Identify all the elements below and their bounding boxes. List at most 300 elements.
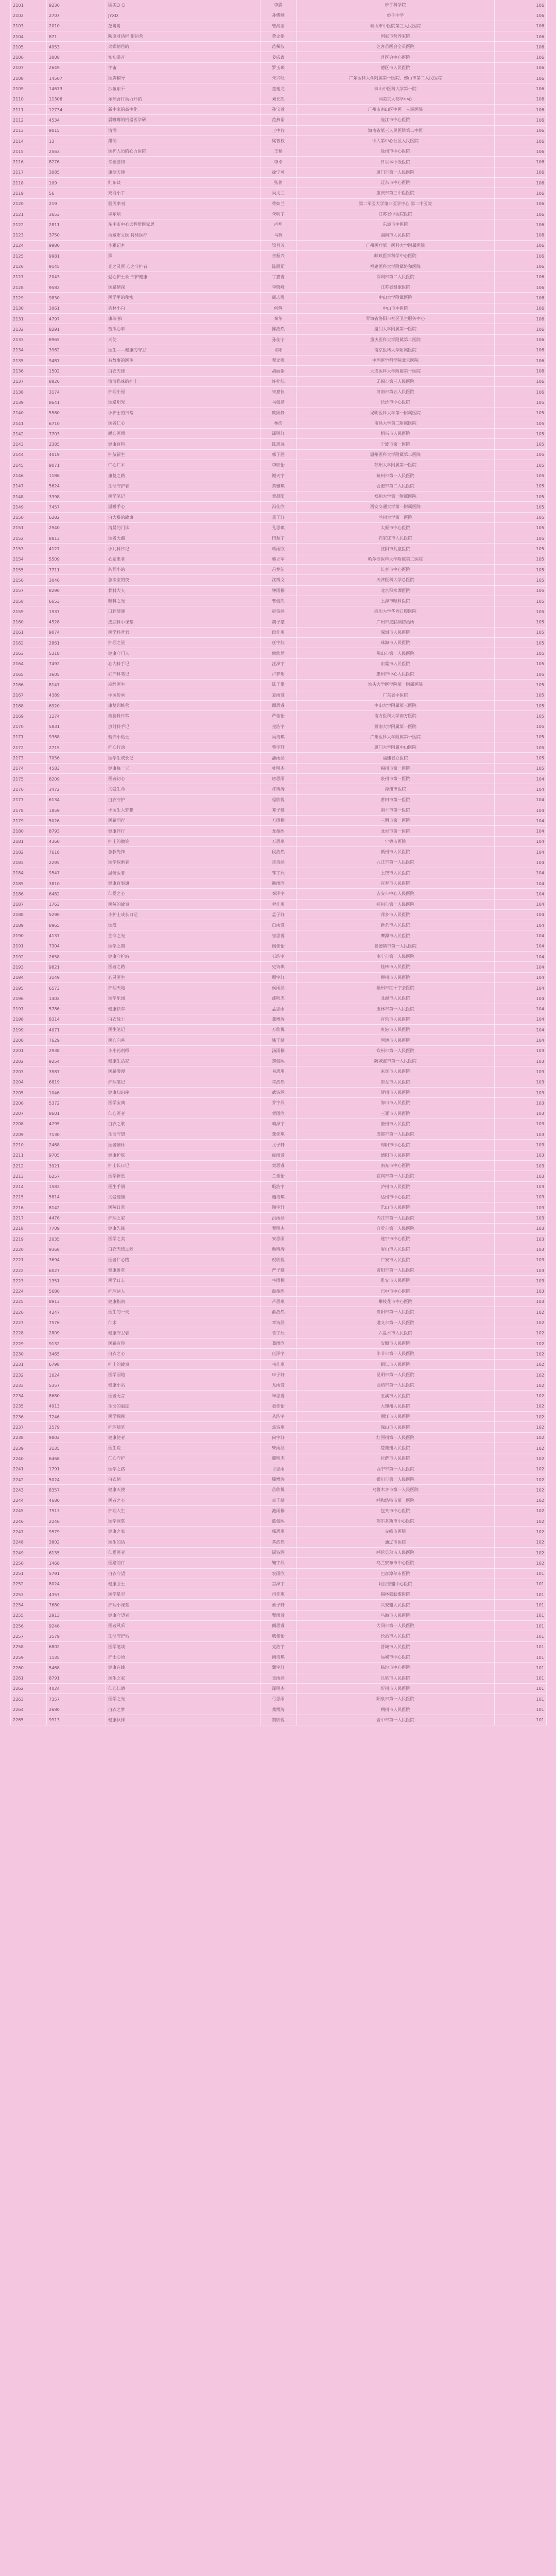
rank-cell: 2102 <box>11 10 47 20</box>
nickname-cell: 白衣守护 <box>106 795 260 805</box>
table-row <box>11 1621 546 1631</box>
name-cell: 焦诗琪 <box>260 1422 297 1432</box>
name-cell: 孙佳宁 <box>260 335 297 345</box>
table-row <box>11 795 546 805</box>
hospital-cell: 柳州市人民医院 <box>297 973 495 982</box>
hospital-cell: 大理州人民医院 <box>297 1401 495 1411</box>
rank-cell: 2114 <box>11 136 47 146</box>
score-cell: 106 <box>536 232 544 238</box>
score-cell: 102 <box>536 1309 544 1315</box>
score-cell: 103 <box>536 1246 544 1252</box>
table-row <box>11 721 546 732</box>
id-cell: 7711 <box>47 565 106 574</box>
hospital-cell: 汕头大学医学院第一附属医院 <box>297 680 495 689</box>
score-cell: 102 <box>536 1550 544 1555</box>
id-cell: 7246 <box>47 1412 106 1421</box>
score-cell: 101 <box>536 1696 544 1702</box>
name-cell: 贺雨欣 <box>260 1108 297 1118</box>
table-row <box>11 983 546 993</box>
score-cell: 106 <box>536 75 544 81</box>
nickname-cell: 急救先锋 <box>106 847 260 857</box>
score-cell: 102 <box>536 1351 544 1357</box>
rank-cell: 2246 <box>11 1516 47 1526</box>
nickname-cell: 白大褂的故事 <box>106 513 260 522</box>
id-cell: 2579 <box>47 1422 106 1432</box>
id-cell: 8793 <box>47 826 106 836</box>
hospital-cell: 吉安市中心人民医院 <box>297 889 495 899</box>
table-row <box>11 1694 546 1704</box>
name-cell: 谭思睿 <box>260 701 297 710</box>
nickname-cell: 小护士成长日记 <box>106 910 260 920</box>
score-cell: 106 <box>536 148 544 154</box>
name-cell: 刘长凯 <box>260 94 297 104</box>
table-row <box>11 1192 546 1202</box>
rank-cell: 2125 <box>11 251 47 261</box>
hospital-cell: 厦门大学附属第一医院 <box>297 324 495 334</box>
nickname-cell: 宇宙 <box>106 63 260 73</box>
name-cell: 倪欣悦 <box>260 1255 297 1265</box>
rank-cell: 2169 <box>11 711 47 721</box>
rank-cell: 2229 <box>11 1338 47 1348</box>
name-cell: 鲁宇辰 <box>260 1328 297 1338</box>
nickname-cell: 白衣战士 <box>106 1014 260 1024</box>
nickname-cell: 清酒 <box>106 126 260 135</box>
nickname-cell: 骨科大夫 <box>106 586 260 596</box>
table-row <box>11 847 546 857</box>
rank-cell: 2199 <box>11 1025 47 1035</box>
name-cell: 向宇轩 <box>260 1433 297 1443</box>
hospital-cell: 普区会中心医院 <box>297 52 495 62</box>
score-cell: 101 <box>536 1623 544 1629</box>
nickname-cell: 健康守望者 <box>106 1611 260 1620</box>
table-row <box>11 1056 546 1066</box>
hospital-cell: 江苏省中医院医院 <box>297 209 495 219</box>
nickname-cell: 医学新星 <box>106 1171 260 1181</box>
id-cell: 4137 <box>47 930 106 940</box>
id-cell: 8791 <box>47 1673 106 1683</box>
name-cell: 段佳琪 <box>260 628 297 637</box>
name-cell: 吕梦洁 <box>260 565 297 574</box>
table-row <box>11 596 546 606</box>
table-row <box>11 1464 546 1475</box>
id-cell: 2246 <box>47 1516 106 1526</box>
name-cell: 雷诗涵 <box>260 857 297 867</box>
score-cell: 104 <box>536 1006 544 1012</box>
name-cell: 孔思琪 <box>260 523 297 533</box>
table-row <box>11 920 546 930</box>
table-row <box>11 188 546 198</box>
name-cell: 邬思琪 <box>260 1527 297 1536</box>
table-row <box>11 764 546 774</box>
hospital-cell: 宜春市人民医院 <box>297 878 495 888</box>
nickname-cell: 康复之路 <box>106 470 260 480</box>
id-cell: 7703 <box>47 429 106 438</box>
id-cell: 6920 <box>47 701 106 710</box>
name-cell: 蒋雨欣 <box>260 544 297 553</box>
hospital-cell: 乐山市人民医院 <box>297 1202 495 1212</box>
rank-cell: 2149 <box>11 502 47 512</box>
nickname-cell: 医者之心 <box>106 1495 260 1505</box>
rank-cell: 2264 <box>11 1704 47 1714</box>
rank-cell: 2184 <box>11 868 47 878</box>
score-cell: 105 <box>536 399 544 405</box>
score-cell: 105 <box>536 692 544 698</box>
score-cell: 103 <box>536 1153 544 1158</box>
score-cell: 102 <box>536 1372 544 1378</box>
hospital-cell: 大连医科大学附属第一医院 <box>297 366 495 376</box>
score-cell: 105 <box>536 420 544 426</box>
rank-cell: 2220 <box>11 1244 47 1254</box>
hospital-cell: 北京积水潭医院 <box>297 586 495 596</box>
nickname-cell: 康瑞·拍 <box>106 314 260 324</box>
table-row <box>11 1370 546 1380</box>
rank-cell: 2210 <box>11 1140 47 1149</box>
name-cell: 童逸龙 <box>260 83 297 93</box>
id-cell: 4476 <box>47 1213 106 1223</box>
hospital-cell: 惠州市中心人民医院 <box>297 669 495 679</box>
score-cell: 103 <box>536 1226 544 1231</box>
score-cell: 106 <box>536 117 544 123</box>
id-cell: 9132 <box>47 1338 106 1348</box>
name-cell: 欧阳静 <box>260 408 297 418</box>
name-cell: 孟子轩 <box>260 910 297 920</box>
score-cell: 105 <box>536 442 544 447</box>
score-cell: 102 <box>536 1393 544 1399</box>
table-row <box>11 1579 546 1589</box>
id-cell: 4127 <box>47 544 106 553</box>
id-cell: 3061 <box>47 303 106 313</box>
rank-cell: 2251 <box>11 1569 47 1579</box>
hospital-cell: 三明市第一医院 <box>297 816 495 825</box>
table-row <box>11 450 546 460</box>
name-cell: 兰佳怡 <box>260 1171 297 1181</box>
table-row <box>11 816 546 826</box>
name-cell: 庞雨萱 <box>260 1150 297 1160</box>
score-cell: 102 <box>536 1320 544 1326</box>
score-cell: 103 <box>536 1069 544 1074</box>
hospital-cell: 国家市营养家院 <box>297 31 495 41</box>
table-row <box>11 1684 546 1694</box>
score-cell: 102 <box>536 1425 544 1430</box>
table-row <box>11 1652 546 1663</box>
id-cell: 14673 <box>47 83 106 93</box>
table-row <box>11 837 546 847</box>
name-cell: 苗欣悦 <box>260 1485 297 1495</box>
id-cell: 13 <box>47 136 106 146</box>
hospital-cell: 江苏省健康医院 <box>297 282 495 292</box>
table-row <box>11 314 546 324</box>
name-cell: 伍泽宇 <box>260 1349 297 1359</box>
nickname-cell: 护理人生 <box>106 1506 260 1516</box>
hospital-cell: 广安市人民医院 <box>297 1255 495 1265</box>
name-cell: 常浩然 <box>260 1077 297 1087</box>
table-row <box>11 1140 546 1150</box>
hospital-cell: 呼和浩特市第一医院 <box>297 1495 495 1505</box>
name-cell: 陈丽斯 <box>260 261 297 271</box>
table-row <box>11 648 546 658</box>
id-cell: 9246 <box>47 1621 106 1631</box>
id-cell: 5814 <box>47 1192 106 1202</box>
table-row <box>11 1516 546 1527</box>
nickname-cell: 关爱生命 <box>106 784 260 794</box>
rank-cell: 2261 <box>11 1673 47 1683</box>
hospital-cell: 福建省立医院 <box>297 753 495 762</box>
name-cell: 阎佳怡 <box>260 941 297 951</box>
score-cell: 106 <box>536 159 544 165</box>
rank-cell: 2236 <box>11 1412 47 1421</box>
score-cell: 106 <box>536 306 544 311</box>
table-row <box>11 1569 546 1579</box>
table-row <box>11 0 546 10</box>
nickname-cell: 放射科手记 <box>106 721 260 731</box>
hospital-cell: 德区市人民医院 <box>297 63 495 73</box>
hospital-cell: 广州市南山区中医一人民医院 <box>297 105 495 114</box>
id-cell: 4019 <box>47 450 106 460</box>
table-row <box>11 230 546 241</box>
rank-cell: 2226 <box>11 1307 47 1317</box>
score-cell: 103 <box>536 1205 544 1210</box>
hospital-cell: 海南省第三人民医院第二中医 <box>297 126 495 135</box>
hospital-cell: 四川大学华西口腔医院 <box>297 606 495 616</box>
rank-cell: 2252 <box>11 1579 47 1589</box>
id-cell: 5560 <box>47 408 106 418</box>
name-cell: 李晓峰 <box>260 282 297 292</box>
table-row <box>11 973 546 983</box>
id-cell: 5372 <box>47 1098 106 1108</box>
name-cell: 邓子健 <box>260 805 297 815</box>
score-cell: 105 <box>536 630 544 635</box>
hospital-cell: 鹰潭市人民医院 <box>297 930 495 940</box>
score-cell: 103 <box>536 1267 544 1273</box>
name-cell: 龚佳琪 <box>260 1129 297 1139</box>
name-cell: 黄文娟 <box>260 31 297 41</box>
rank-cell: 2140 <box>11 408 47 418</box>
id-cell: 6573 <box>47 983 106 993</box>
rank-cell: 2112 <box>11 115 47 125</box>
hospital-cell: 苏州大学附属第一医院 <box>297 460 495 470</box>
score-cell: 106 <box>536 180 544 185</box>
score-cell: 104 <box>536 870 544 876</box>
nickname-cell: 护理达人 <box>106 1286 260 1296</box>
name-cell: 石浩宇 <box>260 952 297 961</box>
id-cell: 5831 <box>47 721 106 731</box>
score-cell: 106 <box>536 96 544 102</box>
id-cell: 8357 <box>47 1485 106 1495</box>
name-cell: 龙俊熙 <box>260 826 297 836</box>
id-cell: 3587 <box>47 1066 106 1076</box>
table-row <box>11 377 546 387</box>
id-cell: 3579 <box>47 1631 106 1641</box>
id-cell: 5680 <box>47 1286 106 1296</box>
rank-cell: 2253 <box>11 1589 47 1599</box>
rank-cell: 2134 <box>11 345 47 355</box>
rank-cell: 2171 <box>11 732 47 742</box>
score-cell: 103 <box>536 1184 544 1190</box>
rank-cell: 2147 <box>11 481 47 491</box>
name-cell: 郜明杰 <box>260 1684 297 1693</box>
name-cell: 余振兴 <box>260 251 297 261</box>
rank-cell: 2192 <box>11 952 47 961</box>
table-row <box>11 544 546 554</box>
table-row <box>11 1673 546 1684</box>
table-row <box>11 930 546 941</box>
nickname-cell: 仁爱之心 <box>106 889 260 899</box>
table-row <box>11 993 546 1004</box>
rank-cell: 2124 <box>11 241 47 250</box>
score-cell: 106 <box>536 389 544 395</box>
hospital-cell: 日以本中级医院 <box>297 157 495 166</box>
hospital-cell: 朔州市人民医院 <box>297 1704 495 1714</box>
rank-cell: 2152 <box>11 533 47 543</box>
nickname-cell: 仁心仁德 <box>106 1684 260 1693</box>
rank-cell: 2164 <box>11 659 47 669</box>
score-cell: 104 <box>536 839 544 844</box>
score-cell: 102 <box>536 1382 544 1388</box>
rank-cell: 2154 <box>11 554 47 564</box>
id-cell: 5509 <box>47 554 106 564</box>
id-cell: 5290 <box>47 910 106 920</box>
score-cell: 106 <box>536 295 544 300</box>
name-cell: 赖泽宇 <box>260 1119 297 1129</box>
id-cell: 9802 <box>47 1433 106 1443</box>
score-cell: 104 <box>536 985 544 991</box>
name-cell: 魏子豪 <box>260 617 297 627</box>
table-row <box>11 1485 546 1495</box>
name-cell: 郭子涵 <box>260 450 297 460</box>
rank-cell: 2132 <box>11 324 47 334</box>
score-cell: 103 <box>536 1111 544 1116</box>
nickname-cell: 健康知识库 <box>106 1088 260 1097</box>
rank-cell: 2217 <box>11 1213 47 1223</box>
id-cell: 2468 <box>47 1140 106 1149</box>
hospital-cell: 绍兴市人民医院 <box>297 429 495 438</box>
id-cell: 9015 <box>47 126 106 135</box>
name-cell: 万欣悦 <box>260 1025 297 1035</box>
hospital-cell: 赤峰市医院 <box>297 1527 495 1536</box>
id-cell: 8314 <box>47 1014 106 1024</box>
name-cell: 黎俊熙 <box>260 1056 297 1066</box>
name-cell: 邵明杰 <box>260 993 297 1003</box>
name-cell: 颜博涛 <box>260 1244 297 1254</box>
name-cell: 姚欣然 <box>260 648 297 658</box>
score-cell: 105 <box>536 755 544 761</box>
nickname-cell: 仁爱医者 <box>106 1548 260 1557</box>
nickname-cell: 知知道音 <box>106 52 260 62</box>
id-cell: 7304 <box>47 941 106 951</box>
table-row <box>11 878 546 889</box>
rank-cell: 2209 <box>11 1129 47 1139</box>
hospital-cell: 贵阳市第一人民医院 <box>297 1307 495 1317</box>
nickname-cell: 医者无疆 <box>106 533 260 543</box>
nickname-cell: 急诊室的夜 <box>106 575 260 585</box>
score-cell: 106 <box>536 337 544 343</box>
name-cell: 党浩宇 <box>260 1642 297 1652</box>
table-row <box>11 1098 546 1108</box>
score-cell: 106 <box>536 222 544 227</box>
name-cell: 白雨萱 <box>260 920 297 930</box>
score-cell: 105 <box>536 452 544 457</box>
hospital-cell: 珠海市人民医院 <box>297 638 495 648</box>
score-cell: 106 <box>536 23 544 29</box>
table-row <box>11 1307 546 1317</box>
hospital-cell: 河池市人民医院 <box>297 1035 495 1045</box>
hospital-cell: 中大第中心社区人民医院 <box>297 136 495 146</box>
rank-cell: 2148 <box>11 492 47 501</box>
id-cell: 9368 <box>47 1244 106 1254</box>
id-cell: 8826 <box>47 377 106 386</box>
hospital-cell: 来宾市人民医院 <box>297 1066 495 1076</box>
score-cell: 104 <box>536 1016 544 1022</box>
hospital-cell: 北海市人民医院 <box>297 993 495 1003</box>
nickname-cell: 坛东坛 <box>106 209 260 219</box>
hospital-cell: 吕梁市人民医院 <box>297 1673 495 1683</box>
nickname-cell: 健康使者 <box>106 1433 260 1443</box>
id-cell: 2035 <box>47 1234 106 1244</box>
nickname-cell: 火锅情目的 <box>106 42 260 52</box>
hospital-cell: 同美京大都学中心 <box>297 94 495 104</box>
name-cell: 乔宇辰 <box>260 1098 297 1108</box>
table-row <box>11 167 546 178</box>
nickname-cell: 健康百科 <box>106 439 260 449</box>
hospital-cell: 楚雄州人民医院 <box>297 1443 495 1453</box>
nickname-cell: 医学之路 <box>106 1464 260 1474</box>
name-cell: 贺晨阳 <box>260 492 297 501</box>
table-row <box>11 10 546 21</box>
hospital-cell: 漳州市医院 <box>297 784 495 794</box>
id-cell: 7576 <box>47 1317 106 1327</box>
table-row <box>11 105 546 115</box>
rank-cell: 2115 <box>11 146 47 156</box>
rank-cell: 2101 <box>11 0 47 10</box>
table-row <box>11 324 546 334</box>
score-cell: 103 <box>536 1058 544 1064</box>
score-cell: 105 <box>536 724 544 730</box>
name-cell: 钱子健 <box>260 1035 297 1045</box>
name-cell: 孙宝萱 <box>260 105 297 114</box>
hospital-cell: 梧州市红十字会医院 <box>297 983 495 993</box>
rank-cell: 2204 <box>11 1077 47 1087</box>
table-row <box>11 941 546 952</box>
hospital-cell: 济南市第五人民医院 <box>297 387 495 397</box>
score-cell: 106 <box>536 12 544 18</box>
nickname-cell: 中医传承 <box>106 690 260 700</box>
hospital-cell: 长春市中心医院 <box>297 565 495 574</box>
hospital-cell: 三亚市人民医院 <box>297 1108 495 1118</box>
rank-cell: 2248 <box>11 1537 47 1547</box>
nickname-cell: 心灵医生 <box>106 973 260 982</box>
table-row <box>11 1171 546 1181</box>
rank-cell: 2176 <box>11 784 47 794</box>
name-cell: 陆子墨 <box>260 680 297 689</box>
table-row <box>11 345 546 355</box>
score-cell: 105 <box>536 525 544 531</box>
id-cell: 3962 <box>47 345 106 355</box>
id-cell: 1468 <box>47 1558 106 1568</box>
hospital-cell: 南充市中心医院 <box>297 1161 495 1171</box>
rank-cell: 2111 <box>11 105 47 114</box>
nickname-cell: 健康伴行 <box>106 826 260 836</box>
score-cell: 105 <box>536 556 544 562</box>
nickname-cell: 医学课堂 <box>106 1516 260 1526</box>
score-cell: 101 <box>536 1591 544 1597</box>
rank-cell: 2238 <box>11 1433 47 1443</box>
name-cell: 易思琪 <box>260 1066 297 1076</box>
rank-cell: 2104 <box>11 31 47 41</box>
nickname-cell: 白衣天使 <box>106 366 260 376</box>
nickname-cell: 护士长日记 <box>106 1161 260 1171</box>
rank-cell: 2250 <box>11 1558 47 1568</box>
hospital-cell: 广州医科大学附属第一医院 <box>297 732 495 742</box>
